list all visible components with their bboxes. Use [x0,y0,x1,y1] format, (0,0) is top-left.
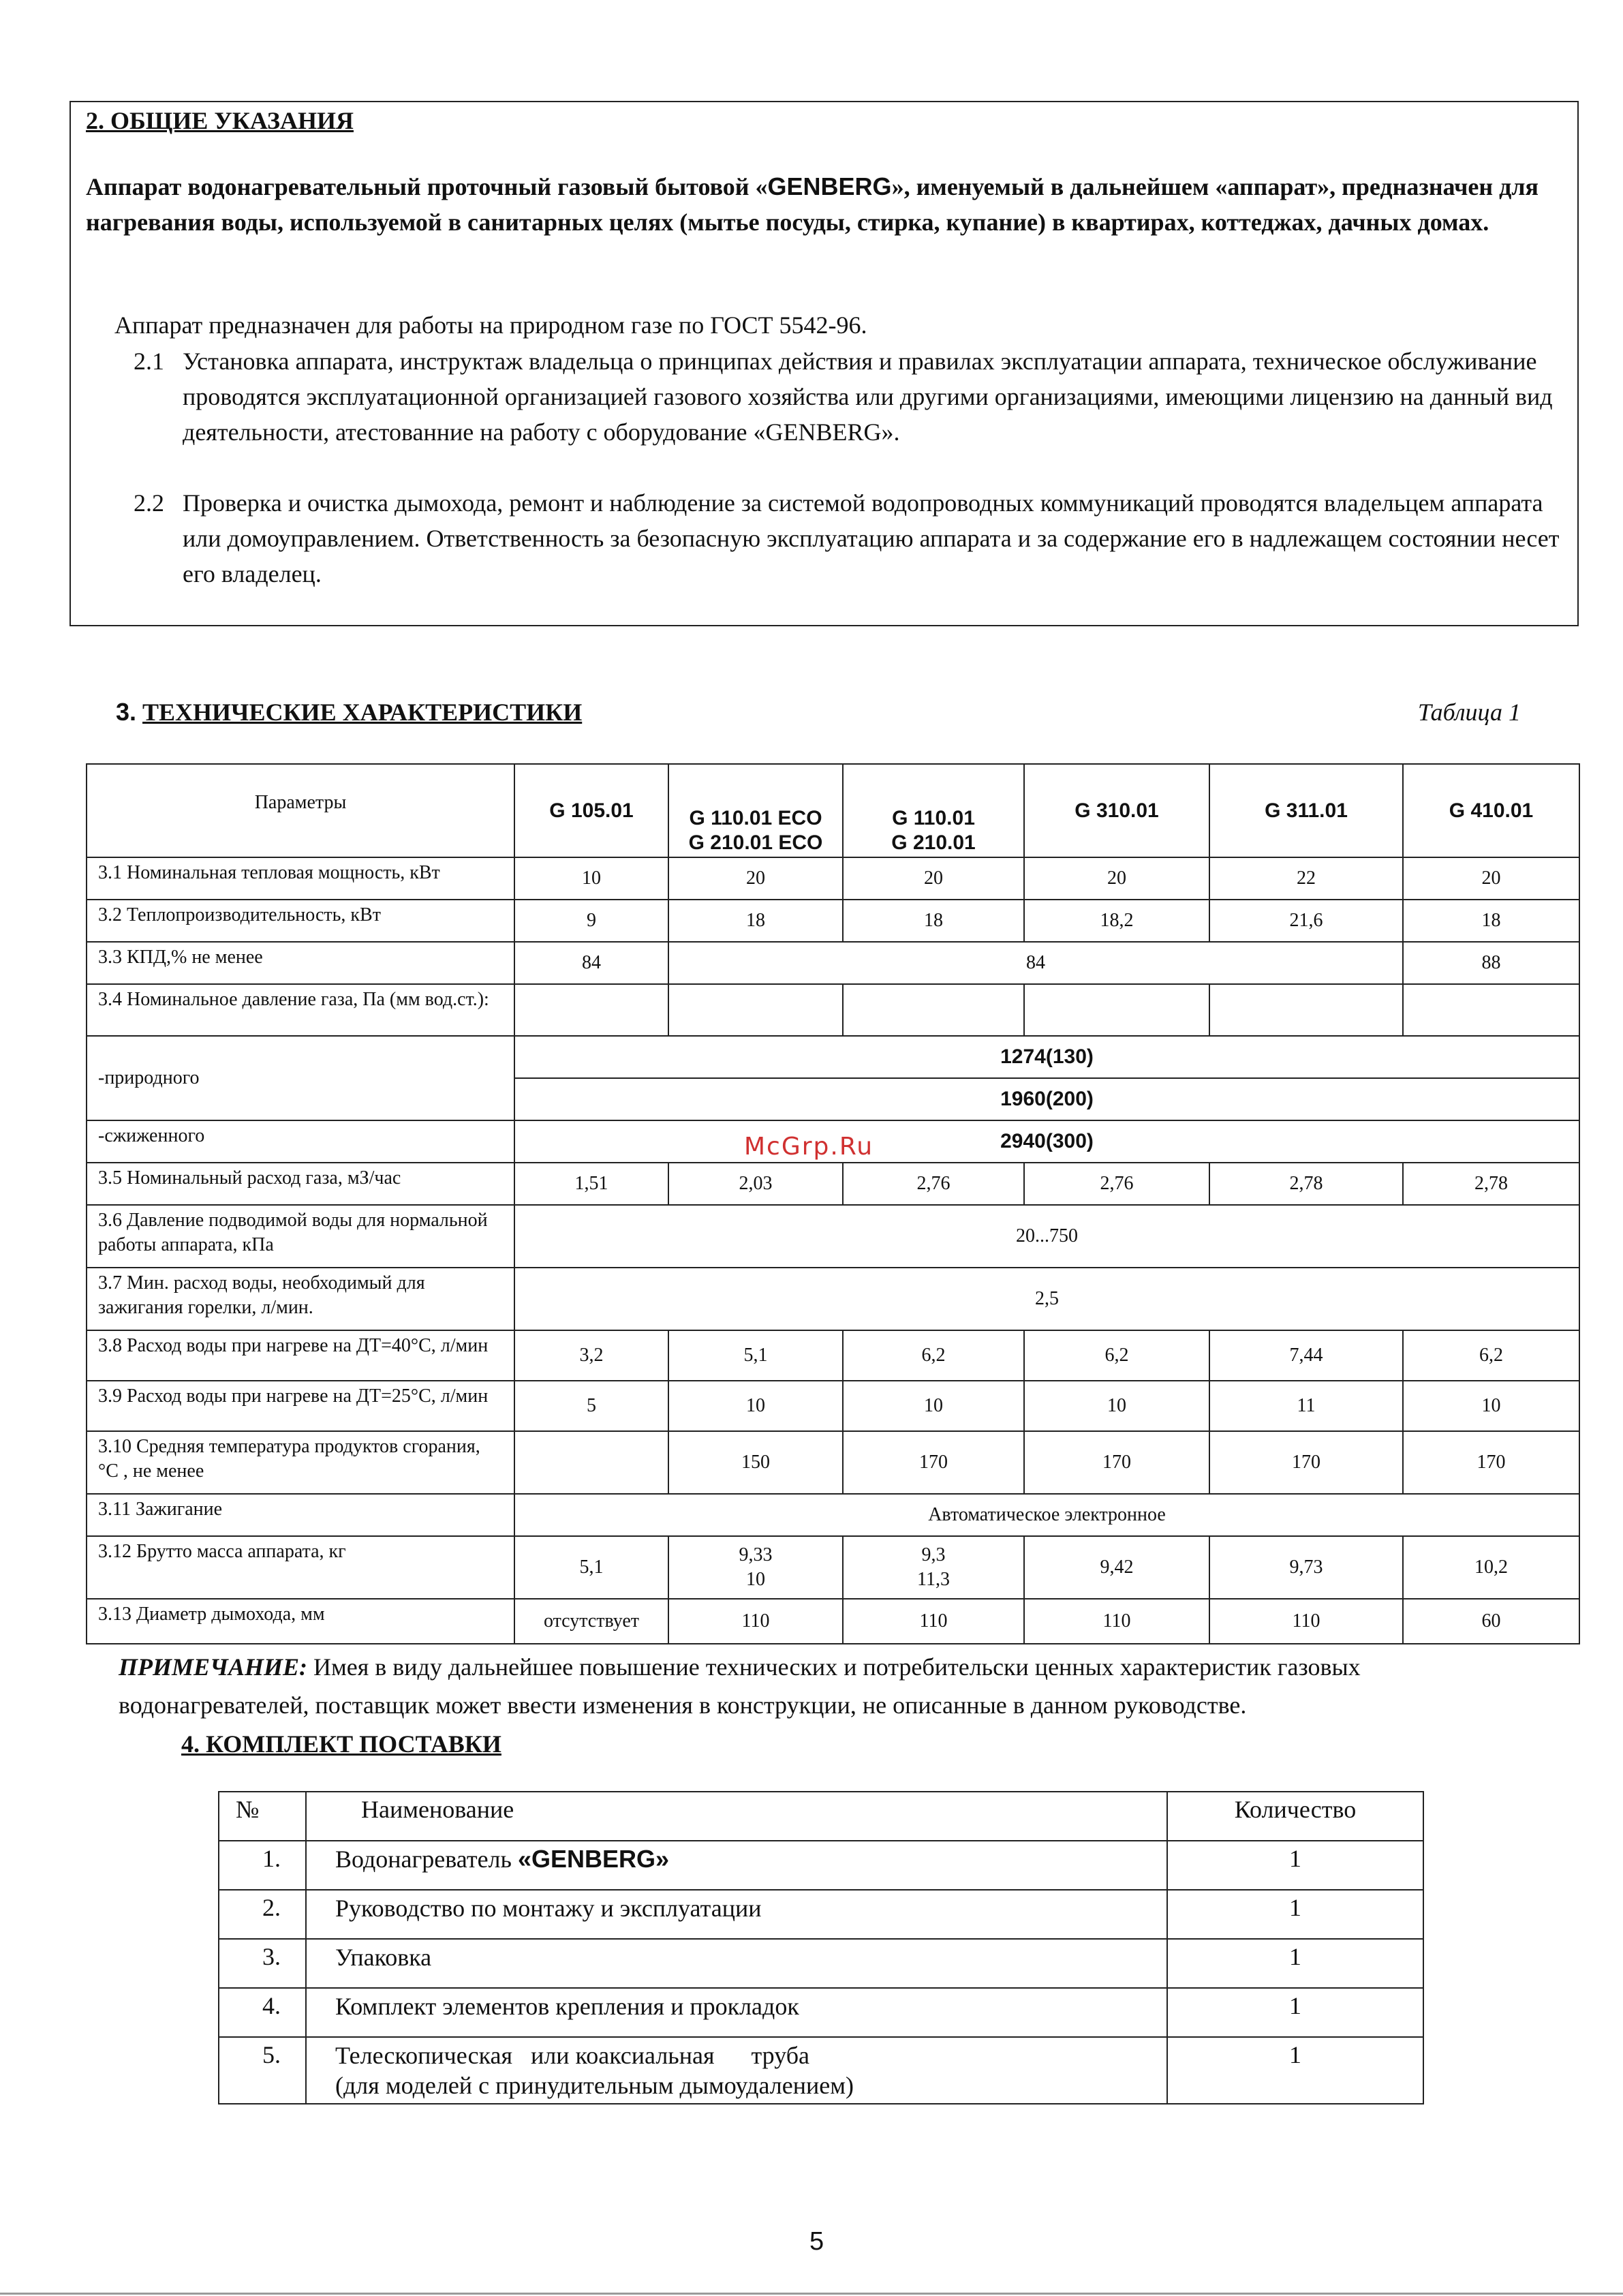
cell-value: 84 [668,942,1403,984]
cell-value: 10 [843,1381,1024,1431]
cell-value: 110 [1209,1599,1403,1644]
kit-row [219,1939,1423,1988]
cell-value: 170 [1403,1431,1579,1494]
cell-value: 5,1 [668,1330,843,1381]
cell-value: 110 [1024,1599,1209,1644]
table-row [87,857,1579,900]
row-label: 3.12 Брутто масса аппарата, кг [87,1536,514,1599]
cell-value: 2,78 [1209,1163,1403,1205]
cell-value: 18 [843,900,1024,942]
bottom-rule [0,2293,1623,2295]
kit-number: 4. [219,1988,306,2037]
note-text: Имея в виду дальнейшее повышение технических и потребительски ценных характеристик газовых водонагревателей, поставщик может ввести изменения в конструкции, не описанные в данном руководстве. [119,1653,1361,1719]
cell-value: 9,73 [1209,1536,1403,1599]
cell-value: 150 [668,1431,843,1494]
cell-value [514,1431,668,1494]
table-row [87,1431,1579,1494]
header-model: G 311.01 [1209,764,1403,857]
cell-empty [1209,984,1403,1036]
kit-name: Комплект элементов крепления и прокладок [306,1988,1167,2037]
header-model: G 105.01 [514,764,668,857]
kit-header-row [219,1792,1423,1841]
cell-value: 170 [843,1431,1024,1494]
brand-name: GENBERG [767,172,892,200]
table-row [87,1036,1579,1078]
delivery-kit-table [218,1791,1424,2104]
item-number: 2.1 [134,348,164,375]
header-model: G 310.01 [1024,764,1209,857]
cell-value: 3,2 [514,1330,668,1381]
row-label: 3.10 Средняя температура продуктов сгорания, °С , не менее [87,1431,514,1494]
cell-value: 21,6 [1209,900,1403,942]
kit-number: 2. [219,1890,306,1939]
cell-value: 2,76 [843,1163,1024,1205]
cell-value: 20...750 [514,1205,1579,1268]
intro-text-a: Аппарат водонагревательный проточный газовый бытовой « [86,173,768,200]
kit-row [219,2037,1423,2104]
kit-number: 1. [219,1841,306,1890]
table-row [87,1268,1579,1330]
cell-value: 20 [1403,857,1579,900]
cell-value: 18 [668,900,843,942]
table-row [87,900,1579,942]
cell-value: 10 [668,1381,843,1431]
cell-value: 18 [1403,900,1579,942]
row-label: 3.11 Зажигание [87,1494,514,1536]
cell-value: 10 [1403,1381,1579,1431]
cell-value: 10 [1024,1381,1209,1431]
section-2-intro [86,169,1561,240]
header-model: G 410.01 [1403,764,1579,857]
item-text: Проверка и очистка дымохода, ремонт и наблюдение за системой водопроводных коммуникаций проводятся владельцем аппарата или домоуправлением. Ответственность за безопасную эксплуатацию аппарата и за содержание его в надлежащем состоянии несет его владелец. [183,489,1560,587]
brand-name: «GENBERG» [517,1845,670,1873]
section-4-title: 4. КОМПЛЕКТ ПОСТАВКИ [181,1730,501,1758]
cell-value: 2940(300) [514,1120,1579,1163]
cell-value: 10,2 [1403,1536,1579,1599]
cell-value: отсутствует [514,1599,668,1644]
header-name: Наименование [306,1792,1167,1841]
cell-value: 84 [514,942,668,984]
kit-row [219,1988,1423,2037]
kit-name: Телескопическая или коаксиальная труба (для моделей с принудительным дымоудалением) [306,2037,1167,2104]
cell-value: 1960(200) [514,1078,1579,1120]
cell-empty [1403,984,1579,1036]
cell-empty [1024,984,1209,1036]
cell-value: Автоматическое электронное [514,1494,1579,1536]
table-row [87,1163,1579,1205]
kit-quantity: 1 [1167,1939,1423,1988]
section-3-heading: ТЕХНИЧЕСКИЕ ХАРАКТЕРИСТИКИ [142,699,583,726]
cell-value: 5 [514,1381,668,1431]
cell-value: 9 [514,900,668,942]
cell-value: 7,44 [1209,1330,1403,1381]
cell-value: 2,03 [668,1163,843,1205]
table-label: Таблица 1 [1417,699,1521,726]
cell-value: 1,51 [514,1163,668,1205]
kit-name: Водонагреватель «GENBERG» [306,1841,1167,1890]
table-row [87,1205,1579,1268]
cell-value: 110 [843,1599,1024,1644]
cell-value: 18,2 [1024,900,1209,942]
cell-value: 6,2 [1024,1330,1209,1381]
row-label: 3.5 Номинальный расход газа, мЗ/час [87,1163,514,1205]
table-row [87,1330,1579,1381]
item-number: 2.2 [134,489,164,517]
cell-value: 22 [1209,857,1403,900]
item-text: Установка аппарата, инструктаж владельца о принципах действия и правилах эксплуатации аппарата, техническое обслуживание проводятся эксплуатационной организацией газового хозяйства или другими организациями, имеющими лицензию на данный вид деятельности, атестованние на работу с оборудование «GENBERG». [183,348,1553,446]
kit-number: 3. [219,1939,306,1988]
row-label: 3.3 КПД,% не менее [87,942,514,984]
cell-value: 110 [668,1599,843,1644]
cell-value: 170 [1024,1431,1209,1494]
table-row [87,1381,1579,1431]
kit-quantity: 1 [1167,1988,1423,2037]
kit-quantity: 1 [1167,2037,1423,2104]
page-number: 5 [809,2227,824,2256]
cell-value: 5,1 [514,1536,668,1599]
cell-value: 88 [1403,942,1579,984]
cell-value: 2,76 [1024,1163,1209,1205]
kit-name: Упаковка [306,1939,1167,1988]
row-label: 3.4 Номинальное давление газа, Па (мм вод.ст.): [87,984,514,1036]
kit-row [219,1890,1423,1939]
cell-value: 60 [1403,1599,1579,1644]
section-2-title: 2. ОБЩИЕ УКАЗАНИЯ [86,107,354,134]
kit-quantity: 1 [1167,1890,1423,1939]
gost-statement: Аппарат предназначен для работы на природном газе по ГОСТ 5542-96. [114,311,867,339]
cell-value: 9,42 [1024,1536,1209,1599]
cell-value: 2,5 [514,1268,1579,1330]
cell-value: 1274(130) [514,1036,1579,1078]
kit-name: Руководство по монтажу и эксплуатации [306,1890,1167,1939]
row-label: 3.9 Расход воды при нагреве на ДТ=25°С, л/мин [87,1381,514,1431]
cell-value: 6,2 [1403,1330,1579,1381]
row-label: 3.6 Давление подводимой воды для нормальной работы аппарата, кПа [87,1205,514,1268]
cell-value: 170 [1209,1431,1403,1494]
cell-value: 6,2 [843,1330,1024,1381]
kit-number: 5. [219,2037,306,2104]
row-label: -сжиженного [87,1120,514,1163]
section-3-title [116,698,582,726]
table-header-row [87,764,1579,857]
note-paragraph [119,1648,1556,1724]
table-row [87,1536,1579,1599]
cell-value: 9,3 11,3 [843,1536,1024,1599]
cell-value: 2,78 [1403,1163,1579,1205]
cell-value: 11 [1209,1381,1403,1431]
cell-value: 10 [514,857,668,900]
table-row [87,1494,1579,1536]
technical-specs-table [86,763,1580,1644]
cell-empty [668,984,843,1036]
cell-value: 9,33 10 [668,1536,843,1599]
row-label: -природного [87,1036,514,1120]
note-label: ПРИМЕЧАНИЕ: [119,1653,307,1681]
table-row [87,942,1579,984]
cell-empty [843,984,1024,1036]
header-model: G 110.01 G 210.01 [843,764,1024,857]
kit-row [219,1841,1423,1890]
kit-quantity: 1 [1167,1841,1423,1890]
cell-empty [514,984,668,1036]
row-label: 3.1 Номинальная тепловая мощность, кВт [87,857,514,900]
row-label: 3.7 Мин. расход воды, необходимый для зажигания горелки, л/мин. [87,1268,514,1330]
row-label: 3.2 Теплопроизводительность, кВт [87,900,514,942]
watermark: McGrp.Ru [744,1133,874,1161]
row-label: 3.8 Расход воды при нагреве на ДТ=40°С, л/мин [87,1330,514,1381]
header-quantity: Количество [1167,1792,1423,1841]
section-3-number: 3. [116,698,137,726]
intro-text-b: », именуемый в дальнейшем «аппарат», предназначен для нагревания воды, используемой в санитарных целях (мытье посуды, стирка, купание) в квартирах, коттеджах, дачных домах. [86,173,1539,236]
row-label: 3.13 Диаметр дымохода, мм [87,1599,514,1644]
header-number: № [219,1792,306,1841]
item-2-1 [134,343,1564,450]
cell-value: 20 [1024,857,1209,900]
header-params: Параметры [87,764,514,857]
cell-value: 20 [843,857,1024,900]
item-2-2 [134,485,1564,592]
cell-value: 20 [668,857,843,900]
table-row [87,1599,1579,1644]
general-instructions-box [69,101,1579,626]
table-row [87,984,1579,1036]
header-model: G 110.01 ECO G 210.01 ECO [668,764,843,857]
